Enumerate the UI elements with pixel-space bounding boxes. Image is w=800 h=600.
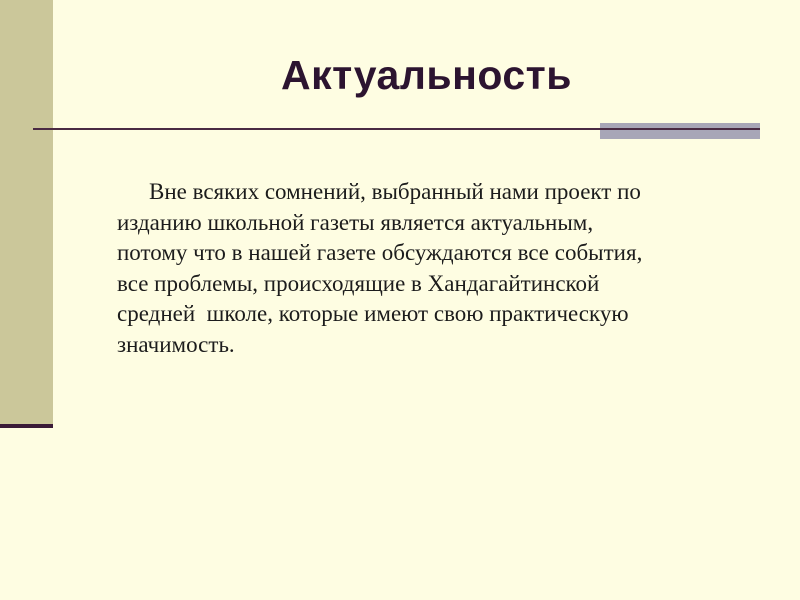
- body-line: значимость.: [117, 331, 235, 357]
- body-line: средней школе, которые имеют свою практическую: [117, 301, 629, 326]
- side-bar-underline: [0, 424, 53, 428]
- title-divider-block: [600, 123, 760, 139]
- slide-title: Актуальность: [281, 52, 572, 98]
- title-divider-line: [33, 128, 601, 130]
- body-line: все проблемы, происходящие в Хандагайтинской: [117, 270, 600, 296]
- title-divider-block-line: [600, 128, 760, 130]
- body-line: потому что в нашей газете обсуждаются все события,: [117, 240, 643, 265]
- decorative-side-bar: [0, 0, 53, 425]
- slide-body-text: [117, 177, 737, 360]
- body-line: изданию школьной газеты является актуальным,: [117, 209, 594, 235]
- body-line: Вне всяких сомнений, выбранный нами проект по: [149, 179, 641, 204]
